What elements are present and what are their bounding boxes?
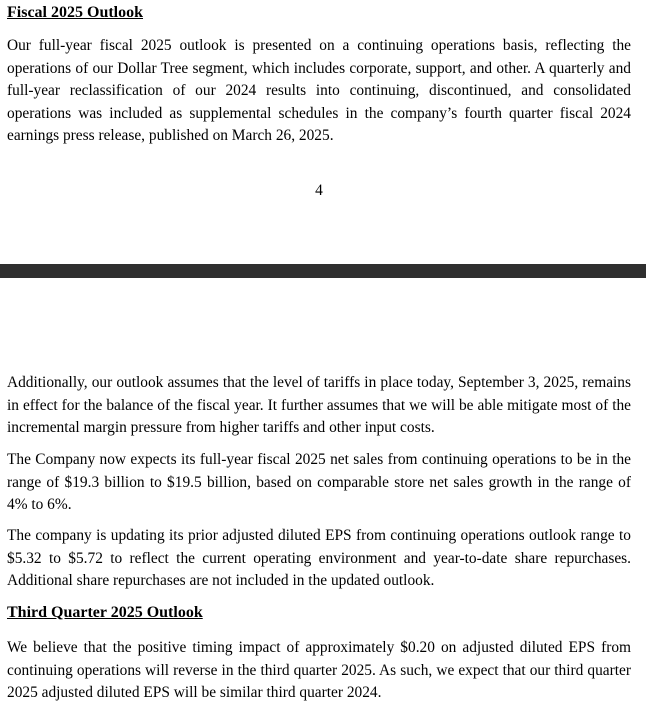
net-sales-outlook-paragraph: The Company now expects its full-year fiscal 2025 net sales from continuing operations to be in the range of $19.3 billion to $19.5 billion, based on comparable store net sales growth in the range of 4% to 6%. bbox=[7, 451, 631, 513]
section-heading-fiscal-outlook: Fiscal 2025 Outlook bbox=[7, 4, 144, 21]
third-quarter-paragraph: We believe that the positive timing impact of approximately $0.20 on adjusted diluted EPS from continuing operations will reverse in the third quarter 2025. As such, we expect that our third quarter 2025 adjusted diluted EPS will be similar third quarter 2024. bbox=[7, 639, 631, 701]
fiscal-outlook-paragraph: Our full-year fiscal 2025 outlook is presented on a continuing operations basis, reflecting the operations of our Dollar Tree segment, which includes corporate, support, and other. A quarterly and full-year reclassification of our 2024 results into continuing, discontinued, and consolidated operations was included as supplemental schedules in the company’s fourth quarter fiscal 2024 earnings press release, published on March 26, 2025. bbox=[7, 37, 631, 144]
tariff-assumption-paragraph: Additionally, our outlook assumes that the level of tariffs in place today, September 3, 2025, remains in effect for the balance of the fiscal year. It further assumes that we will be able mitigate most of the incremental margin pressure from higher tariffs and other input costs. bbox=[7, 374, 631, 436]
page-number: 4 bbox=[315, 182, 323, 199]
eps-outlook-paragraph: The company is updating its prior adjusted diluted EPS from continuing operations outlook range to $5.32 to $5.72 to reflect the current operating environment and year-to-date share repurchases. Additional share repurchases are not included in the updated outlook. bbox=[7, 527, 631, 589]
page-break-divider bbox=[0, 264, 646, 278]
section-heading-third-quarter: Third Quarter 2025 Outlook bbox=[7, 604, 203, 621]
